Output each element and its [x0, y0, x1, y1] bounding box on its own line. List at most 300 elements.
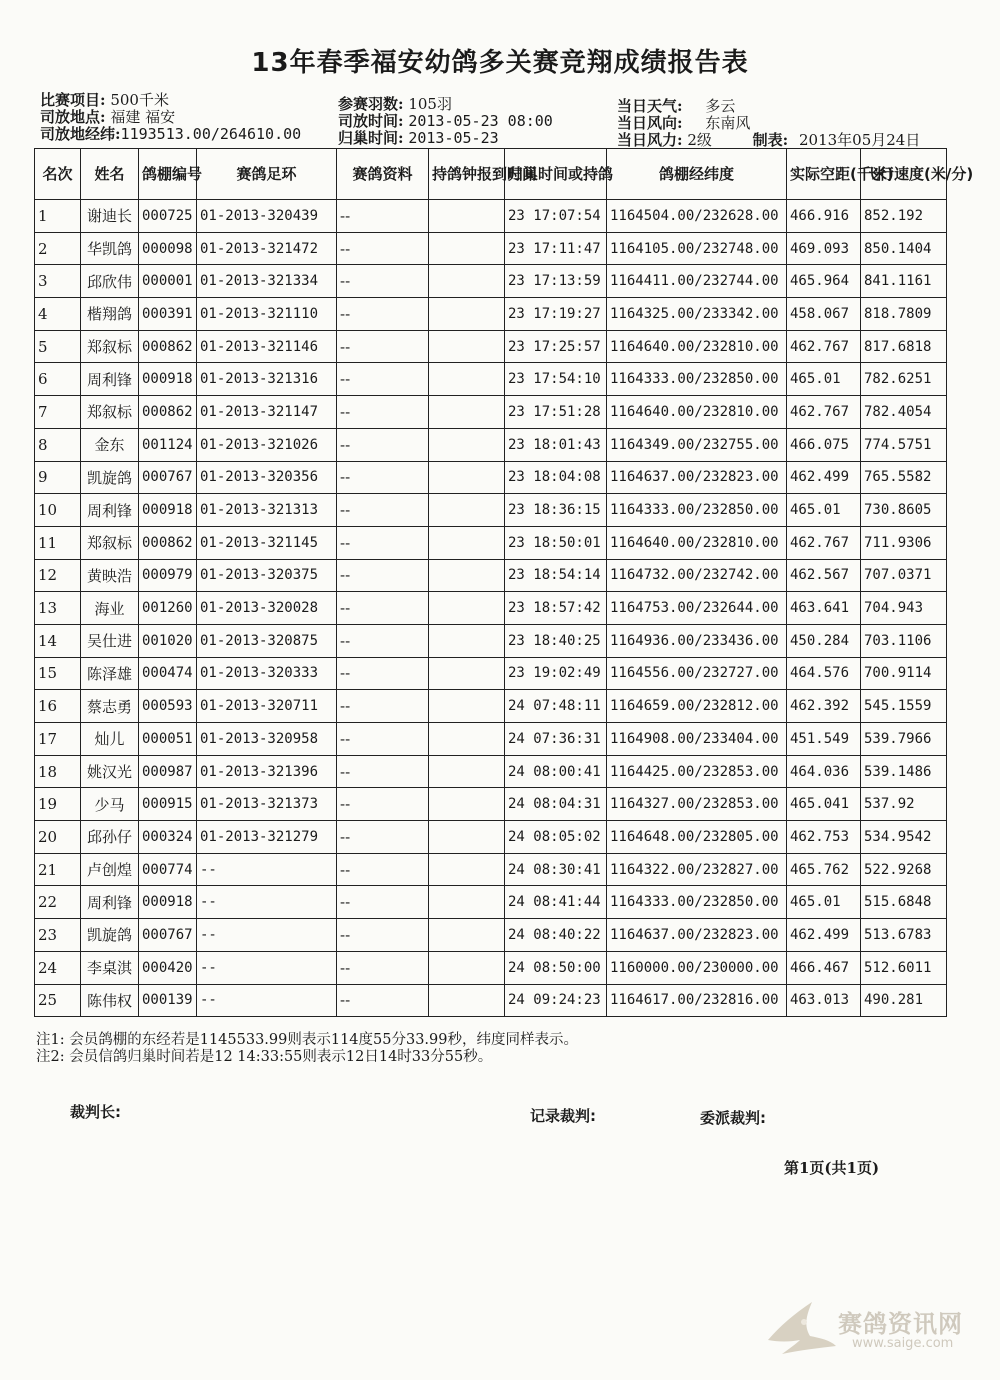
recorder-judge-label: 记录裁判: — [530, 1107, 596, 1125]
cell-ring: 01-2013-320375 — [197, 559, 337, 592]
cell-rank: 17 — [35, 723, 81, 756]
cell-distance: 451.549 — [787, 723, 861, 756]
info-race-item — [40, 92, 169, 109]
cell-loft-coords: 1164411.00/232744.00 — [607, 265, 787, 298]
cell-ring: 01-2013-320439 — [197, 200, 337, 233]
cell-rank: 20 — [35, 821, 81, 854]
cell-speed: 774.5751 — [861, 428, 947, 461]
cell-loft-coords: 1164637.00/232823.00 — [607, 461, 787, 494]
cell-loft-id: 000987 — [139, 755, 197, 788]
cell-loft-id: 000915 — [139, 788, 197, 821]
cell-arrival-time: 24 09:24:23 — [505, 984, 607, 1017]
cell-pigeon-info: -- — [337, 788, 429, 821]
info-wind-dir — [617, 115, 750, 132]
cell-loft-coords: 1164648.00/232805.00 — [607, 821, 787, 854]
table-row — [35, 951, 947, 984]
cell-distance: 464.576 — [787, 657, 861, 690]
table-row — [35, 853, 947, 886]
table-row — [35, 821, 947, 854]
table-row — [35, 330, 947, 363]
cell-loft-id: 001020 — [139, 624, 197, 657]
cell-loft-id: 000001 — [139, 265, 197, 298]
cell-ring: 01-2013-320333 — [197, 657, 337, 690]
cell-loft-id: 000862 — [139, 396, 197, 429]
page-number: 第1页(共1页) — [784, 1159, 880, 1177]
cell-loft-coords: 1164908.00/233404.00 — [607, 723, 787, 756]
header-loft-id: 鸽棚编号 — [139, 149, 197, 200]
cell-name: 金东 — [81, 428, 139, 461]
birds-value: 105羽 — [408, 95, 452, 113]
cell-loft-id: 000593 — [139, 690, 197, 723]
cell-ring: -- — [197, 919, 337, 952]
info-release-place — [40, 109, 175, 126]
cell-loft-coords: 1164556.00/232727.00 — [607, 657, 787, 690]
race-item-value: 500千米 — [110, 91, 169, 109]
cell-ring: 01-2013-320028 — [197, 592, 337, 625]
cell-pigeon-info: -- — [337, 886, 429, 919]
cell-arrival-time: 23 18:04:08 — [505, 461, 607, 494]
cell-arrival-time: 24 08:41:44 — [505, 886, 607, 919]
cell-name: 凯旋鸽 — [81, 461, 139, 494]
cell-clock-time — [429, 919, 505, 952]
info-wind-force — [617, 132, 920, 149]
cell-ring: 01-2013-321145 — [197, 526, 337, 559]
cell-loft-id: 000767 — [139, 461, 197, 494]
cell-rank: 18 — [35, 755, 81, 788]
cell-rank: 2 — [35, 232, 81, 265]
cell-pigeon-info: -- — [337, 919, 429, 952]
cell-ring: 01-2013-321396 — [197, 755, 337, 788]
cell-name: 姚汉光 — [81, 755, 139, 788]
weather-label: 当日天气: — [617, 97, 683, 115]
cell-loft-id: 000474 — [139, 657, 197, 690]
cell-name: 郑叙标 — [81, 330, 139, 363]
cell-clock-time — [429, 690, 505, 723]
cell-name: 黄映浩 — [81, 559, 139, 592]
cell-clock-time — [429, 330, 505, 363]
table-row — [35, 526, 947, 559]
release-coord-value: 1193513.00/264610.00 — [120, 125, 302, 143]
cell-speed: 545.1559 — [861, 690, 947, 723]
note-2: 注2: 会员信鸽归巢时间若是12 14:33:55则表示12日14时33分55秒。 — [36, 1049, 493, 1065]
cell-name: 周利锋 — [81, 363, 139, 396]
cell-speed: 700.9114 — [861, 657, 947, 690]
table-row — [35, 461, 947, 494]
table-row — [35, 363, 947, 396]
cell-ring: 01-2013-321313 — [197, 494, 337, 527]
cell-distance: 450.284 — [787, 624, 861, 657]
cell-pigeon-info: -- — [337, 298, 429, 331]
cell-rank: 14 — [35, 624, 81, 657]
cell-ring: 01-2013-321316 — [197, 363, 337, 396]
cell-rank: 22 — [35, 886, 81, 919]
cell-speed: 703.1106 — [861, 624, 947, 657]
header-arrival-time: 归巢时间或持鸽 — [505, 149, 607, 200]
cell-clock-time — [429, 723, 505, 756]
cell-rank: 15 — [35, 657, 81, 690]
cell-speed: 522.9268 — [861, 853, 947, 886]
header-name: 姓名 — [81, 149, 139, 200]
cell-distance: 464.036 — [787, 755, 861, 788]
cell-speed: 730.8605 — [861, 494, 947, 527]
table-row — [35, 657, 947, 690]
return-time-label: 归巢时间: — [338, 129, 404, 147]
info-release-coord — [40, 126, 301, 143]
cell-rank: 8 — [35, 428, 81, 461]
cell-clock-time — [429, 788, 505, 821]
header-distance: 实际空距(千米) — [787, 149, 861, 200]
cell-distance: 463.641 — [787, 592, 861, 625]
cell-ring: 01-2013-320875 — [197, 624, 337, 657]
cell-pigeon-info: -- — [337, 559, 429, 592]
cell-name: 郑叙标 — [81, 526, 139, 559]
cell-loft-coords: 1164333.00/232850.00 — [607, 494, 787, 527]
table-row — [35, 232, 947, 265]
weather-value: 多云 — [705, 97, 736, 115]
cell-rank: 3 — [35, 265, 81, 298]
header-ring: 赛鸽足环 — [197, 149, 337, 200]
table-row — [35, 592, 947, 625]
cell-loft-coords: 1164753.00/232644.00 — [607, 592, 787, 625]
release-place-label: 司放地点: — [40, 108, 106, 126]
cell-distance: 465.01 — [787, 494, 861, 527]
cell-speed: 852.192 — [861, 200, 947, 233]
cell-pigeon-info: -- — [337, 951, 429, 984]
cell-pigeon-info: -- — [337, 232, 429, 265]
cell-clock-time — [429, 363, 505, 396]
release-time-label: 司放时间: — [338, 112, 404, 130]
cell-speed: 707.0371 — [861, 559, 947, 592]
cell-loft-coords: 1164617.00/232816.00 — [607, 984, 787, 1017]
cell-ring: 01-2013-321279 — [197, 821, 337, 854]
cell-rank: 24 — [35, 951, 81, 984]
cell-distance: 462.753 — [787, 821, 861, 854]
cell-loft-coords: 1164732.00/232742.00 — [607, 559, 787, 592]
cell-name: 吴仕进 — [81, 624, 139, 657]
wind-dir-label: 当日风向: — [617, 114, 683, 132]
cell-rank: 10 — [35, 494, 81, 527]
cell-clock-time — [429, 886, 505, 919]
cell-name: 蔡志勇 — [81, 690, 139, 723]
cell-pigeon-info: -- — [337, 657, 429, 690]
results-table — [34, 148, 974, 1017]
cell-distance: 462.392 — [787, 690, 861, 723]
cell-arrival-time: 23 17:11:47 — [505, 232, 607, 265]
cell-pigeon-info: -- — [337, 984, 429, 1017]
birds-label: 参赛羽数: — [338, 95, 404, 113]
cell-loft-id: 000420 — [139, 951, 197, 984]
cell-rank: 6 — [35, 363, 81, 396]
table-row — [35, 919, 947, 952]
wind-dir-value: 东南风 — [705, 114, 751, 132]
table-row — [35, 886, 947, 919]
note-1: 注1: 会员鸽棚的东经若是1145533.99则表示114度55分33.99秒，纬度同样表示。 — [36, 1032, 578, 1048]
cell-loft-id: 000862 — [139, 526, 197, 559]
cell-arrival-time: 23 17:13:59 — [505, 265, 607, 298]
cell-clock-time — [429, 265, 505, 298]
cell-rank: 25 — [35, 984, 81, 1017]
cell-loft-coords: 1164640.00/232810.00 — [607, 396, 787, 429]
cell-ring: 01-2013-321373 — [197, 788, 337, 821]
cell-ring: 01-2013-320711 — [197, 690, 337, 723]
cell-name: 邱孙仔 — [81, 821, 139, 854]
cell-rank: 21 — [35, 853, 81, 886]
cell-name: 陈泽雄 — [81, 657, 139, 690]
cell-name: 海业 — [81, 592, 139, 625]
cell-arrival-time: 23 17:07:54 — [505, 200, 607, 233]
cell-name: 灿儿 — [81, 723, 139, 756]
cell-ring: -- — [197, 886, 337, 919]
table-row — [35, 559, 947, 592]
table-row — [35, 396, 947, 429]
cell-rank: 7 — [35, 396, 81, 429]
cell-name: 凯旋鸽 — [81, 919, 139, 952]
info-weather — [617, 98, 735, 115]
wind-force-label: 当日风力: — [617, 131, 683, 149]
cell-loft-id: 000139 — [139, 984, 197, 1017]
cell-clock-time — [429, 200, 505, 233]
cell-loft-coords: 1164504.00/232628.00 — [607, 200, 787, 233]
cell-distance: 462.767 — [787, 396, 861, 429]
cell-loft-coords: 1164637.00/232823.00 — [607, 919, 787, 952]
cell-speed: 512.6011 — [861, 951, 947, 984]
appointed-judge-label: 委派裁判: — [700, 1109, 766, 1127]
release-place-value: 福建 福安 — [110, 108, 176, 126]
cell-distance: 462.567 — [787, 559, 861, 592]
cell-rank: 16 — [35, 690, 81, 723]
cell-clock-time — [429, 657, 505, 690]
table-row — [35, 200, 947, 233]
cell-arrival-time: 23 18:40:25 — [505, 624, 607, 657]
return-time-value: 2013-05-23 — [408, 129, 499, 147]
cell-rank: 23 — [35, 919, 81, 952]
cell-arrival-time: 23 18:50:01 — [505, 526, 607, 559]
cell-speed: 765.5582 — [861, 461, 947, 494]
table-body — [35, 200, 947, 1017]
table-row — [35, 265, 947, 298]
cell-name: 卢创煌 — [81, 853, 139, 886]
cell-arrival-time: 24 08:40:22 — [505, 919, 607, 952]
cell-name: 邱欣伟 — [81, 265, 139, 298]
cell-name: 谢迪长 — [81, 200, 139, 233]
cell-distance: 462.767 — [787, 526, 861, 559]
race-item-label: 比赛项目: — [40, 91, 106, 109]
cell-speed: 513.6783 — [861, 919, 947, 952]
cell-rank: 1 — [35, 200, 81, 233]
cell-speed: 515.6848 — [861, 886, 947, 919]
cell-loft-coords: 1164659.00/232812.00 — [607, 690, 787, 723]
cell-clock-time — [429, 853, 505, 886]
cell-speed: 539.7966 — [861, 723, 947, 756]
cell-ring: 01-2013-321147 — [197, 396, 337, 429]
cell-distance: 466.916 — [787, 200, 861, 233]
cell-speed: 711.9306 — [861, 526, 947, 559]
info-birds — [338, 96, 452, 113]
watermark — [760, 1296, 980, 1360]
cell-loft-id: 000918 — [139, 886, 197, 919]
cell-rank: 5 — [35, 330, 81, 363]
cell-pigeon-info: -- — [337, 363, 429, 396]
wind-force-value: 2级 — [687, 131, 712, 149]
cell-name: 楷翔鸽 — [81, 298, 139, 331]
cell-name: 华凯鸽 — [81, 232, 139, 265]
cell-distance: 465.041 — [787, 788, 861, 821]
cell-loft-coords: 1164327.00/232853.00 — [607, 788, 787, 821]
cell-speed: 490.281 — [861, 984, 947, 1017]
cell-pigeon-info: -- — [337, 396, 429, 429]
cell-name: 周利锋 — [81, 494, 139, 527]
cell-loft-id: 000391 — [139, 298, 197, 331]
cell-ring: -- — [197, 984, 337, 1017]
cell-rank: 13 — [35, 592, 81, 625]
cell-loft-coords: 1164425.00/232853.00 — [607, 755, 787, 788]
report-title: 13年春季福安幼鸽多关赛竞翔成绩报告表 — [251, 48, 749, 78]
cell-pigeon-info: -- — [337, 853, 429, 886]
cell-arrival-time: 23 18:54:14 — [505, 559, 607, 592]
cell-clock-time — [429, 592, 505, 625]
table-row — [35, 494, 947, 527]
header-pigeon-info: 赛鸽资料 — [337, 149, 429, 200]
cell-arrival-time: 24 08:30:41 — [505, 853, 607, 886]
cell-speed: 841.1161 — [861, 265, 947, 298]
cell-loft-id: 000918 — [139, 494, 197, 527]
made-label: 制表: — [752, 131, 789, 149]
cell-ring: 01-2013-321110 — [197, 298, 337, 331]
cell-name: 郑叙标 — [81, 396, 139, 429]
info-release-time — [338, 113, 553, 130]
cell-loft-coords: 1164349.00/232755.00 — [607, 428, 787, 461]
cell-name: 李桌淇 — [81, 951, 139, 984]
cell-pigeon-info: -- — [337, 755, 429, 788]
cell-arrival-time: 24 08:50:00 — [505, 951, 607, 984]
table-row — [35, 298, 947, 331]
table-row — [35, 984, 947, 1017]
cell-distance: 465.762 — [787, 853, 861, 886]
pigeon-logo-icon — [760, 1296, 840, 1360]
cell-clock-time — [429, 298, 505, 331]
cell-ring: 01-2013-321472 — [197, 232, 337, 265]
cell-loft-id: 000051 — [139, 723, 197, 756]
cell-pigeon-info: -- — [337, 723, 429, 756]
table-row — [35, 428, 947, 461]
cell-arrival-time: 24 07:36:31 — [505, 723, 607, 756]
cell-loft-coords: 1164325.00/233342.00 — [607, 298, 787, 331]
cell-clock-time — [429, 821, 505, 854]
cell-loft-coords: 1164640.00/232810.00 — [607, 330, 787, 363]
cell-speed: 537.92 — [861, 788, 947, 821]
cell-speed: 539.1486 — [861, 755, 947, 788]
cell-loft-id: 000324 — [139, 821, 197, 854]
cell-loft-id: 000725 — [139, 200, 197, 233]
cell-pigeon-info: -- — [337, 428, 429, 461]
cell-name: 周利锋 — [81, 886, 139, 919]
watermark-url: www.saige.com — [852, 1336, 954, 1351]
cell-speed: 534.9542 — [861, 821, 947, 854]
cell-pigeon-info: -- — [337, 494, 429, 527]
header-loft-coords: 鸽棚经纬度 — [607, 149, 787, 200]
cell-pigeon-info: -- — [337, 821, 429, 854]
cell-clock-time — [429, 984, 505, 1017]
cell-rank: 19 — [35, 788, 81, 821]
cell-speed: 782.4054 — [861, 396, 947, 429]
cell-loft-coords: 1164333.00/232850.00 — [607, 363, 787, 396]
cell-distance: 462.499 — [787, 461, 861, 494]
cell-name: 陈伟权 — [81, 984, 139, 1017]
cell-loft-coords: 1164105.00/232748.00 — [607, 232, 787, 265]
cell-loft-id: 000918 — [139, 363, 197, 396]
cell-distance: 465.964 — [787, 265, 861, 298]
header-clock-time: 持鸽钟报到时间 — [429, 149, 505, 200]
cell-ring: 01-2013-320958 — [197, 723, 337, 756]
cell-arrival-time: 24 08:00:41 — [505, 755, 607, 788]
cell-distance: 462.767 — [787, 330, 861, 363]
cell-ring: 01-2013-321146 — [197, 330, 337, 363]
cell-distance: 463.013 — [787, 984, 861, 1017]
cell-ring: -- — [197, 853, 337, 886]
header-speed: 飞行速度(米/分) — [861, 149, 947, 200]
cell-distance: 462.499 — [787, 919, 861, 952]
cell-distance: 458.067 — [787, 298, 861, 331]
cell-pigeon-info: -- — [337, 526, 429, 559]
cell-pigeon-info: -- — [337, 592, 429, 625]
cell-distance: 466.075 — [787, 428, 861, 461]
cell-loft-coords: 1160000.00/230000.00 — [607, 951, 787, 984]
cell-rank: 12 — [35, 559, 81, 592]
cell-clock-time — [429, 232, 505, 265]
chief-judge-label: 裁判长: — [70, 1103, 121, 1121]
cell-pigeon-info: -- — [337, 330, 429, 363]
cell-distance: 465.01 — [787, 363, 861, 396]
cell-loft-coords: 1164322.00/232827.00 — [607, 853, 787, 886]
cell-loft-coords: 1164333.00/232850.00 — [607, 886, 787, 919]
table-row — [35, 690, 947, 723]
table-header-row — [35, 149, 947, 200]
cell-pigeon-info: -- — [337, 690, 429, 723]
table-row — [35, 624, 947, 657]
cell-clock-time — [429, 755, 505, 788]
cell-loft-id: 000862 — [139, 330, 197, 363]
cell-clock-time — [429, 428, 505, 461]
cell-arrival-time: 23 17:19:27 — [505, 298, 607, 331]
cell-arrival-time: 23 18:57:42 — [505, 592, 607, 625]
cell-name: 少马 — [81, 788, 139, 821]
notes — [36, 1032, 578, 1066]
cell-clock-time — [429, 624, 505, 657]
release-coord-label: 司放地经纬: — [40, 125, 121, 143]
watermark-text: 赛鸽资讯网 — [838, 1310, 963, 1338]
info-return-time — [338, 130, 499, 147]
cell-ring: 01-2013-320356 — [197, 461, 337, 494]
cell-distance: 466.467 — [787, 951, 861, 984]
cell-speed: 818.7809 — [861, 298, 947, 331]
cell-ring: 01-2013-321026 — [197, 428, 337, 461]
cell-loft-coords: 1164640.00/232810.00 — [607, 526, 787, 559]
cell-speed: 817.6818 — [861, 330, 947, 363]
cell-pigeon-info: -- — [337, 624, 429, 657]
cell-clock-time — [429, 951, 505, 984]
cell-clock-time — [429, 526, 505, 559]
cell-rank: 9 — [35, 461, 81, 494]
cell-clock-time — [429, 461, 505, 494]
made-date: 2013年05月24日 — [798, 131, 921, 149]
cell-arrival-time: 23 17:54:10 — [505, 363, 607, 396]
release-time-value: 2013-05-23 08:00 — [408, 112, 553, 130]
cell-distance: 465.01 — [787, 886, 861, 919]
cell-arrival-time: 24 07:48:11 — [505, 690, 607, 723]
header-rank: 名次 — [35, 149, 81, 200]
cell-arrival-time: 24 08:05:02 — [505, 821, 607, 854]
cell-pigeon-info: -- — [337, 200, 429, 233]
